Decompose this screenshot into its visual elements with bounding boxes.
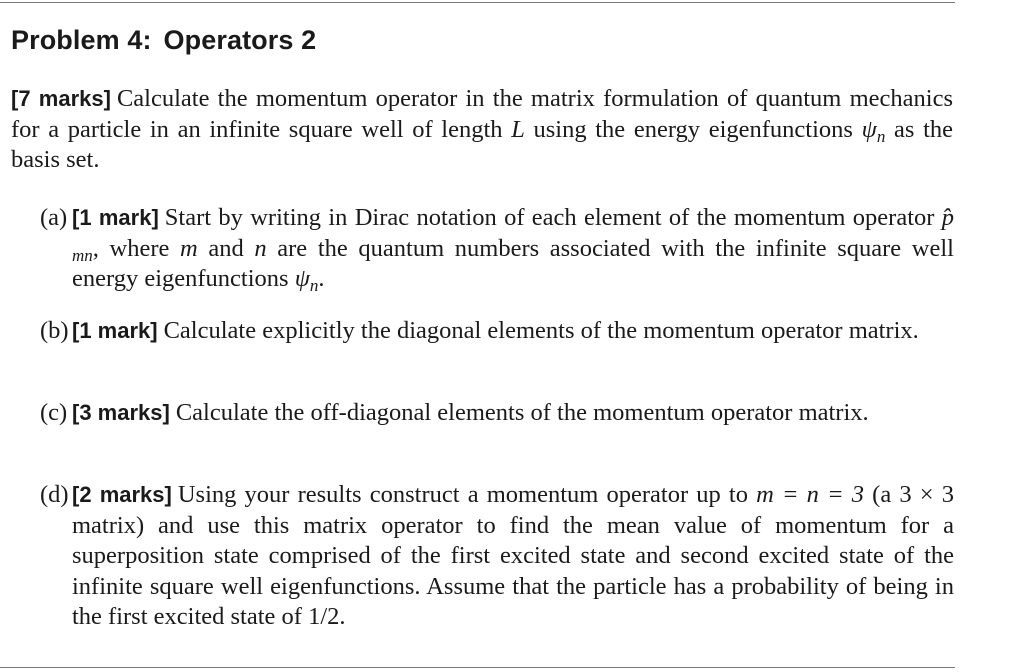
part-b-body bbox=[72, 316, 954, 347]
intro-marks: [7 marks] bbox=[11, 86, 111, 111]
part-a-text-1: Start by writing in Dirac notation of each element of the momentum operator bbox=[164, 204, 942, 231]
part-d-text-1: Using your results construct a momentum operator up to bbox=[177, 481, 757, 508]
problem-intro bbox=[11, 84, 953, 176]
top-rule bbox=[0, 2, 955, 3]
p-subscript: mn bbox=[72, 245, 93, 265]
part-c-body bbox=[72, 398, 954, 429]
part-b-label: (b) bbox=[40, 317, 69, 344]
part-a-marks: [1 mark] bbox=[72, 205, 159, 230]
intro-text-2: using the energy eigenfunctions bbox=[524, 115, 862, 143]
problem-number: Problem 4: bbox=[11, 25, 152, 55]
equation-m-n-3: m = n = 3 bbox=[756, 481, 865, 508]
part-c-label: (c) bbox=[40, 399, 68, 426]
part-c-text: Calculate the off-diagonal elements of the momentum operator matrix. bbox=[175, 399, 869, 426]
problem-name: Operators 2 bbox=[163, 25, 317, 55]
part-a-text-5: . bbox=[318, 265, 325, 292]
intro-text-1: Calculate the momentum operator in the matrix formulation of quantum mechanics for a particle in an infinite square well of length bbox=[11, 85, 953, 143]
psi-subscript: n bbox=[309, 276, 319, 295]
var-n: n bbox=[254, 234, 267, 262]
bottom-rule bbox=[0, 667, 955, 668]
part-b-marks: [1 mark] bbox=[72, 318, 158, 343]
psi-symbol: ψ bbox=[294, 265, 310, 292]
var-L: L bbox=[511, 115, 525, 143]
var-m: m bbox=[180, 234, 198, 262]
part-b-text: Calculate explicitly the diagonal elements of the momentum operator matrix. bbox=[163, 317, 919, 344]
problem-title bbox=[11, 25, 316, 56]
p-hat-symbol: p̂ bbox=[941, 204, 954, 231]
part-d-body bbox=[72, 480, 954, 633]
part-a-text-4: are the quantum numbers associated with the infinite square well energy eigenfunctions bbox=[72, 234, 954, 292]
part-a-text-2: , where bbox=[92, 234, 181, 262]
part-d-label: (d) bbox=[40, 481, 69, 508]
psi-symbol: ψ bbox=[861, 115, 877, 143]
psi-subscript: n bbox=[876, 126, 886, 146]
part-c-marks: [3 marks] bbox=[72, 400, 170, 425]
part-d-marks: [2 marks] bbox=[72, 482, 172, 507]
part-a-text-3: and bbox=[197, 234, 255, 262]
intro-text-3: as the basis set. bbox=[11, 115, 954, 173]
part-d-text-2: (a 3 × 3 matrix) and use this matrix operator to find the mean value of momentum for a superposition state comprised of the first excited state and second excited state of the infinite square well eigenfunctions. Assume that the particle has a probability of being in the first excited state of 1/2. bbox=[72, 481, 954, 630]
part-a-label: (a) bbox=[40, 204, 68, 231]
part-a-body bbox=[72, 203, 954, 295]
